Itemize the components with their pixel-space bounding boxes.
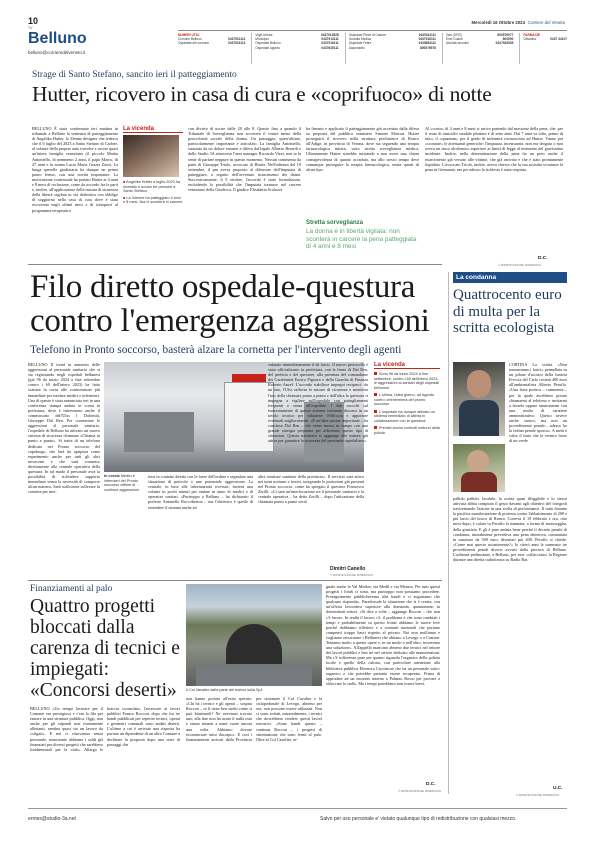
info-label: Enel Guasti bbox=[445, 37, 463, 42]
info-label: Ospedale Pieve di Cadore bbox=[348, 33, 386, 37]
road-photo bbox=[186, 584, 322, 686]
bullet-text: Previsti anche controlli notturni della polizia bbox=[374, 426, 440, 435]
section-email[interactable]: belluno@corrieredelveneto.it bbox=[28, 50, 86, 55]
article-body-col: non hanno portato all'esito sperato: «Chi ha i tecnici e gli operai – sospira Roccon – se li tiene ben stretti come si può biasimarli? Ne avevamo trovato uno, alla fine non ha avuto il nulla osta e siamo rimasti a mani vuote ancora una volta. Abbiamo dovuto ricominciare tutto daccapo». E così i finanziamenti arrivati dalla Provincia per sistemare il Col Cavalier e la ciclopedonale di Levego, almeno per ora, non possono essere utilizzati. Non ci sono, infatti, materialmente, i tecnici che dovrebbero rendere questi lavori esecutivi. «Sono bandi questo – continua Roccon – i progetti di sistemazione che sono fermi al palo. Oltre al Col Cavalier, se- bbox=[186, 696, 322, 742]
article-body-col: BELLUNO «Un tempo lavorare per il Comune era prestigioso e c'era la fila per entrare in una struttura pubblica. Oggi, non anche per gli stipendi non esattamente allettanti, sembra quasi sia un lavoro da «sfigati». E noi ci ritroviamo senza personale, nonostante abbiamo i soldi già finanziati per diversi progetti che sarebbero fondamentali per la città». Allarga le braccia sconsolato, l'assessore ai lavori pubblici Franco Roccon, dopo che fra tre bandi pubblicati per reperire tecnici, operai e geometri comunali sono andati deserti. L'ultimo a cui è arrivato una risposta ha portato un dipendente di un altro Comune a declinare la proposta dopo una serie di passaggi che bbox=[30, 706, 180, 752]
sliding-door bbox=[224, 382, 274, 452]
info-label: Gas (GRS) bbox=[445, 33, 462, 37]
info-value: 0439883111 bbox=[418, 41, 436, 46]
article-body-col: CORTINA La scritta «Non tomneranno i larici» pennellata su un pilone d'acciaio della funivia Freccia del Cielo costerà 400 euro all'ambientalista Alberto Peruffo. «Una frase poetica – commenta – per la quale avrebbero potuto chiamarmi al telefono e invitarmi a lavarla oppure sanzionarmi con una multa di carattere amministrativo. Questo invece anche stanco, ma non un procedimento penale... adesso ho la fedina penale sporca». A metà e valso il furto che la vernice fosse di un verde bbox=[509, 362, 567, 444]
article-concorsi bbox=[28, 584, 442, 794]
info-value: 0437516111 bbox=[418, 37, 436, 42]
section-title: Belluno bbox=[28, 30, 87, 47]
highlight-box bbox=[306, 220, 419, 262]
info-label: Vigili Urbani bbox=[255, 33, 273, 37]
article-kicker: Strage di Santo Stefano, sancito ieri il patteggiamento bbox=[32, 70, 237, 80]
photo-label: La vicenda bbox=[123, 126, 183, 133]
bullet-item bbox=[374, 372, 440, 390]
newspaper-name: Corriere del Veneto bbox=[527, 20, 565, 25]
bed-shape bbox=[124, 412, 194, 452]
article-body-col: pallido pallido, lavabile, la scritta quasi illeggibile e lo stesso attivista abbia compiuto il gesto davanti agli obiettivi del fotografi trasformando l'azione in una scelta di performance. Il tutto durante la pacifica manifestazione di protesta contro l'abbattimento di 200 e più larici del bosco di Ronco. Correva il 19 febbraio e ora, otto mesi dopo, è calata su Peruffo la mannaia, a forma di motoseggha, della giustizia. E gli è pure andata bene perché il decreto penale di condanna, inizialmente prevedeva una pena detentiva, commutata in sanzione da 500 euro, diventati poi 400. Peruffo si chiede: «Come mai questo accanimento?» Io citerò anni la sommato tre procedimenti penali diversi avviati dalla procura di Belluno. L'udienza preliminare, a Belluno, per aver «sfilacciato» la Regione durante una diretta radiofonica su Radio Rai. bbox=[453, 496, 567, 563]
info-label: Cittadina bbox=[523, 37, 536, 42]
info-label: Ospedale del comune bbox=[178, 41, 210, 46]
article-headline: contro l'emergenza aggressioni bbox=[30, 303, 430, 339]
info-col-2 bbox=[251, 33, 338, 64]
bullet-text: Sono 96 da inizio 2024 a fine settembre, contro i 69 dell'intero 2023, le aggressioni ai sanitari degli ospedali bellunesi bbox=[374, 372, 440, 390]
face-shape bbox=[467, 370, 491, 398]
shoulders-shape bbox=[459, 400, 499, 436]
article-headline: Quattro progetti bloccati dalla carenza di tecnici e impiegati: «Concorsi deserti» bbox=[30, 596, 180, 701]
article-headline: Hutter, ricovero in casa di cura e «coprifuoco» di notte bbox=[32, 82, 492, 106]
article-body-col: valutato immediatamente il da farsi». Il nuovo protocollo è stato ufficializzato in prefettura, con la firma di Dal Ben, del prefetto e del questore, alla presenza del comandante dei Carabinieri Enrico Pigozzo e della Guardia di Finanza Roberto Anzel. L'accordo stabilisce impegni reciproci: da un lato, l'Ulss rafforza le misure di sicurezza e monitora l'uso della chiamata punto a punto e dall'altra la questura si impegna a vigilare sull'ospedale con pattugliamenti frequenti e senza all'ospedale. I dati raccolti sul funzionamento di questo sistema verranno discussi in un tavolo tecnico per valutarne l'efficacia e apportare eventuali miglioramenti. «È un'altra azione importante – ha concluso Dal Ben – che viene messa in campo con una grande sinergia preparata per affrontare questo tipo di situazioni. Questa iniziativa si aggiunge alle misure già attive per garantire la sicurezza del personale ospedaliero». bbox=[268, 362, 368, 444]
info-label: Acquedotto bbox=[348, 45, 365, 50]
article-body-col: con divieto di uscire dalle 20 alle 8. Questo fino a quando il Tribunale di Sorveglianza non accerterà il venire meno della pericolosità sociale della donna. Un passaggio, quest'ultimo, particolarmente importante e articolato. La famiglia Antoniello, straziata da un dolore enorme e difesa dal legale Alberto Berardi e dallo Studio 3A attraverso l'area manager Riccardo Vizzi, non se la sente di parlare neppure in questo momento. Nessun commento da parte di Giuseppe Triolo, avvocato di Hutter. Nell'udienza del 10 settembre, il pm aveva proposto al difensore dell'imputata di patteggiare, a seguito dell'avvenuto risarcimento dei danni. Successivamente, il 9 ottobre, l'accordo è stato formalizzato, escludendo la possibilità che l'imputata tornasse nel carcere veneziano della Giudecca. Il giudice Elisabetta Scolozzi bbox=[188, 126, 301, 193]
bullet-item bbox=[374, 410, 440, 424]
highlight-kicker: Strettа sorveglianza bbox=[306, 220, 364, 226]
info-label: Ospedale Feltre bbox=[348, 41, 372, 46]
portrait-photo bbox=[453, 444, 505, 492]
photo-caption: ■ Angelika Hutter a luglio 2023 ha investito e ucciso tre persone a Santo Stefano bbox=[123, 180, 180, 194]
info-value: 0437913111 bbox=[321, 37, 339, 42]
divider bbox=[28, 580, 442, 581]
article-signature: D.C. bbox=[538, 256, 548, 261]
info-col-4 bbox=[442, 33, 513, 64]
copyright-note: © RIPRODUZIONE RISERVATA bbox=[330, 573, 374, 577]
article-hutter bbox=[28, 70, 567, 270]
copyright-note: © RIPRODUZIONE RISERVATA bbox=[398, 789, 442, 793]
info-col-5 bbox=[519, 33, 567, 64]
info-label: Comune Belluno bbox=[178, 37, 202, 42]
article-headline: Quattrocento euro di multa per la scritta ecologista bbox=[453, 287, 562, 336]
portrait-photo bbox=[453, 362, 505, 436]
footer-email[interactable]: ermes@studio-3a.net bbox=[28, 816, 76, 822]
article-deck: Telefono in Pronto soccorso, basterà alzare la cornetta per l'intervento degli agenti bbox=[30, 344, 402, 356]
divider bbox=[28, 264, 442, 265]
sidebar-label: La vicenda bbox=[374, 362, 440, 369]
issue-date: Mercoledì 16 Ottobre 2024 bbox=[471, 20, 525, 25]
photo-caption-label: In corsia bbox=[104, 474, 120, 478]
info-value: 0437943535 bbox=[495, 41, 514, 46]
shoulders-shape bbox=[461, 472, 497, 492]
info-label: Ospedale Belluno bbox=[255, 41, 281, 46]
info-label: Alcolisti anonimi bbox=[445, 41, 469, 46]
info-value: 0437913528 bbox=[320, 33, 339, 37]
emergency-sign bbox=[232, 374, 266, 382]
photo-caption bbox=[104, 474, 144, 492]
sidebar-vicenda bbox=[374, 362, 440, 562]
info-col-title: NUMERI UTILI bbox=[178, 33, 200, 37]
article-body-col: altre strutture sanitarie della provincia». Il servizio sarà attivo nei turni notturni e festivi, integrando le protezioni già presenti nel Pronto soccorso, come ha spiegato il questore Francesco Zerilli: «Ci sarà un'interlocuzione tra il personale sanitario e la centrale operativa – ha detto Zerilli – dopo l'attivazione della chiamata punto a punto verrà bbox=[258, 474, 364, 505]
copyright-note: © RIPRODUZIONE RISERVATA bbox=[516, 793, 560, 797]
footer-notice: Salvo per uso personale e' vietato qualunque tipo di redistribuzione con qualsiasi mezzo. bbox=[320, 816, 517, 822]
info-value: 0437645111 bbox=[321, 45, 339, 50]
info-value: 0437516111 bbox=[321, 41, 339, 46]
article-body-col: Al «conto» di 4 anni e 8 mesi si arriva partendo dal massimo della pena, che, per il reato di omicidio stradale plurimo è di sette anni. Dai 7 anni va tolto, primo di tutto, il «quantum» per il grado di infermità riconosciuto ad Hutter. Vanno poi «scontate» le attenuanti generiche: l'imputata, incensurata, non era drogata o non aveva un tasso alcolemico superiore ai limiti di legge al momento del gravissimo incidente. Inoltre, nella determinazione della pena ha un peso anche il risarcimento già versato alle vittime, che già arrivato e che è stato prontamente liquidato. L'avvocato Triolo, inoltre, aveva chiesto che la sua assistita scontasse la pena in Germania, ma per adesso la richiesta è stata respinta. bbox=[425, 126, 563, 172]
section-banner: La condanna bbox=[453, 272, 567, 283]
page-sub: TV bbox=[28, 26, 33, 30]
dateline bbox=[471, 20, 565, 25]
info-label: Municipio bbox=[255, 37, 269, 42]
photo-caption-text: Angelika Hutter a luglio 2023 ha investito e ucciso tre persone a Santo Stefano bbox=[123, 180, 180, 194]
bullet-item bbox=[374, 393, 440, 407]
copyright-note: © RIPRODUZIONE RISERVATA bbox=[498, 263, 542, 267]
photo-caption-text: Medici e infermieri del Pronto soccorso vittime di continue aggressioni bbox=[104, 474, 139, 492]
article-body-col: BELLUNO Il trend in aumento delle aggressioni al personale sanitario che si sta registrando negli ospedali bellunesi (già 96 da inizio 2024 a fine settembre contro i 69 dell'intero 2023) ha fatto scattare la corsa alle contromisure più immediate per tutelare medici e infermieri. Una di queste è stata annunciata ieri in una conferenza stampa andata in scena in prefettura, dove è intervenuto anche il commissario dell'Ulss 1 Dolomiti, Giuseppe Dal Ben. Per contrastare le aggressioni al personale sanitario, l'ospedale di Belluno ha attivato un nuovo sistema di sicurezza chiamato «Chiama tu punto a punto». Si tratta di un telefono dedicato nel Pronto soccorso del capoluogo, che farà da apripista come esperimento anche per tutti gli altri nosocomi e che sarà connesso direttamente alla centrale operativa della questura. In tal modo il personale avrà la possibilità di richiedere supporto immediato senza la necessità di comporre alcun numero. Sarà sufficiente sollevare la cornetta per met- bbox=[28, 362, 100, 495]
article-kicker: Finanziamenti al palo bbox=[30, 584, 113, 594]
info-label: Ospedale Agordo bbox=[255, 45, 281, 50]
info-value: 0437516111 bbox=[228, 41, 246, 46]
info-value: 0437 34107 bbox=[550, 37, 567, 42]
article-body-col: ha firmato e applicato il patteggiamento già accettato dalla difesa su proposta del pubblico ministero Simone Marcon. Hutter proseguirà il ricovero nella struttura psichiatrica di Ronco all'Adige, in provincia di Verona, dove sta seguendo una terapia farmacologica mirata, sotto stretta sorveglianza medica. Ultimamente Hutter starebbe iniziando a non avere una chiara consapevolezza di quanto accaduto, ma allo stesso tempo deve comunque proseguire la terapia farmacologica, senza quarti di alcun tipo. bbox=[306, 126, 419, 172]
article-author: Dimitri Canello bbox=[330, 566, 366, 572]
info-col-1 bbox=[178, 33, 245, 64]
portrait-photo bbox=[123, 135, 179, 177]
info-value: 0435341111 bbox=[418, 33, 436, 37]
info-col-title: FARMACIE bbox=[523, 33, 541, 37]
article-headline: Filo diretto ospedale-questura bbox=[30, 269, 416, 305]
article-signature: D.C. bbox=[426, 782, 436, 787]
photo-box bbox=[123, 126, 183, 266]
footer-rule bbox=[28, 808, 567, 809]
article-body-col: gnalo anche la Val Medon, via Medil e via Meassa. Per tutti questi progetti i fondi ci sono, ma purtroppo non possiamo procedere. Proseguimento pubblicheremo altri bandi e ci auguriamo che qualcuno risponda». Paradossale la situazione che si è creata, con un'offerta lavorativa superiore alla domanda, quantomeno in determinati settori. «Si dice a volte – aggiunge Roccon – che non c'è lavoro. In realtà il lavoro c'è, il problema è che sono cambiati i tempi e probabilmente su questo fronte abbiamo le nuove leve perché dobbiamo riflettere e a contratti nazionali che portano compensi troppo bassi rispetto al privato. Noi non molliamo e vogliamo rassicurare i Bellunesi che abitano a Levego o a Castion. Teniamo molto a queste opere e, in un modo o nell'altro, troveremo una soluzione». All'appello mancano almeno due tecnici nel settore dei lavori pubblici e ben tre nel settore dedicato alle manutenzioni. Ma c'è sofferenza pure per quanto riguarda l'organico della polizia locale e quello della cultura, con particolare attenzione alla biblioteca pubblica Eleonora Cacciatore che ha un personale sotto-organico e che potrebbe pertanto essere recuperato. Prima di approdare ad un incontro interno a Palazzo Rosso per provare a sbloccare lo stallo. Ma i tempi potrebbero non essere brevi. bbox=[326, 584, 440, 686]
info-col-3 bbox=[345, 33, 436, 64]
bullet-text: L'ospedale ha dunque attivato un sistema immediato di allerta in collaborazione con la questura bbox=[374, 409, 435, 423]
tunnel-shape bbox=[226, 624, 282, 664]
bullet-item bbox=[374, 426, 440, 435]
info-value: 0437913111 bbox=[228, 37, 246, 42]
road-shape bbox=[196, 666, 312, 686]
photo-caption: Il Col Vavalier dalla parte del traforo sulla Sp1 bbox=[186, 688, 263, 692]
face-shape bbox=[467, 450, 489, 472]
highlight-text: La donna è in libertà vigilata: non sconterà in carcere la pena patteggiata di 4 anni e 8 mesi bbox=[306, 228, 417, 251]
bullet-text: L'ultima, l'altra giorno, ad Agordo contro un'infermiera del pronto soccorso bbox=[374, 393, 435, 406]
info-value: 803500 bbox=[502, 37, 514, 42]
article-signature: U.C. bbox=[553, 786, 563, 791]
info-value: 800576578 bbox=[419, 45, 436, 50]
article-body-col: tersi in contatto diretto con le forze dell'ordine e segnalare una situazione di pericolo o una potenziale aggressione. La centrale, in base alle informazioni ricevute, invierà una volante in pochi minuti per andare in aiuto di medici e di operatori sanitari. «Purtroppo a Belluno – ha dichiarato il prefetto Antonello Roccoberton – ma l'obiettivo è quello di estendere il sistema anche ad bbox=[148, 474, 253, 510]
useful-numbers-table bbox=[178, 30, 567, 64]
info-label: Guardia Medica bbox=[348, 37, 372, 42]
article-body-col: BELLUNO È stata confermata ieri mattina in tribunale a Belluno la sentenza di patteggiamento di Angelika Hutter, la 33enne designer che tedesca che il 6 luglio del 2023 a Santo Stefano di Cadore, al volante della propria auto travolse e uccise quasi un'intera famiglia veneziana (il piccolo Mattia Antoniello, di nemmeno 2 anni, il papà Marco, di 47 anni e la nonna Lucia Maria Grazia Zuin). La lunga querelle giudiziaria ha dunque un primo punto fermo, con una novità importante. La motivazione contestuale ha portato Hutter ai 4 anni e 8 mesi di reclusione, come da accordo fra le parti e, inoltre, all'applicazione della misura di sicurezza della libertà vigilata in via definitiva con obbligo di soggiorno nella casa di cura dove è stata ricoverata negli ultimi mesi e di sottoporsi al programma terapeutico bbox=[32, 126, 118, 213]
photo-caption-text: La 34enne ha patteggiato 4 anni e 8 mesi. Non li sconterà in carcere bbox=[123, 195, 183, 205]
page-number: 10 bbox=[28, 16, 39, 26]
photo-caption: ■ La 34enne ha patteggiato 4 anni e 8 mesi. Non li sconterà in carcere bbox=[123, 195, 183, 205]
info-value: 800576577 bbox=[497, 33, 514, 37]
